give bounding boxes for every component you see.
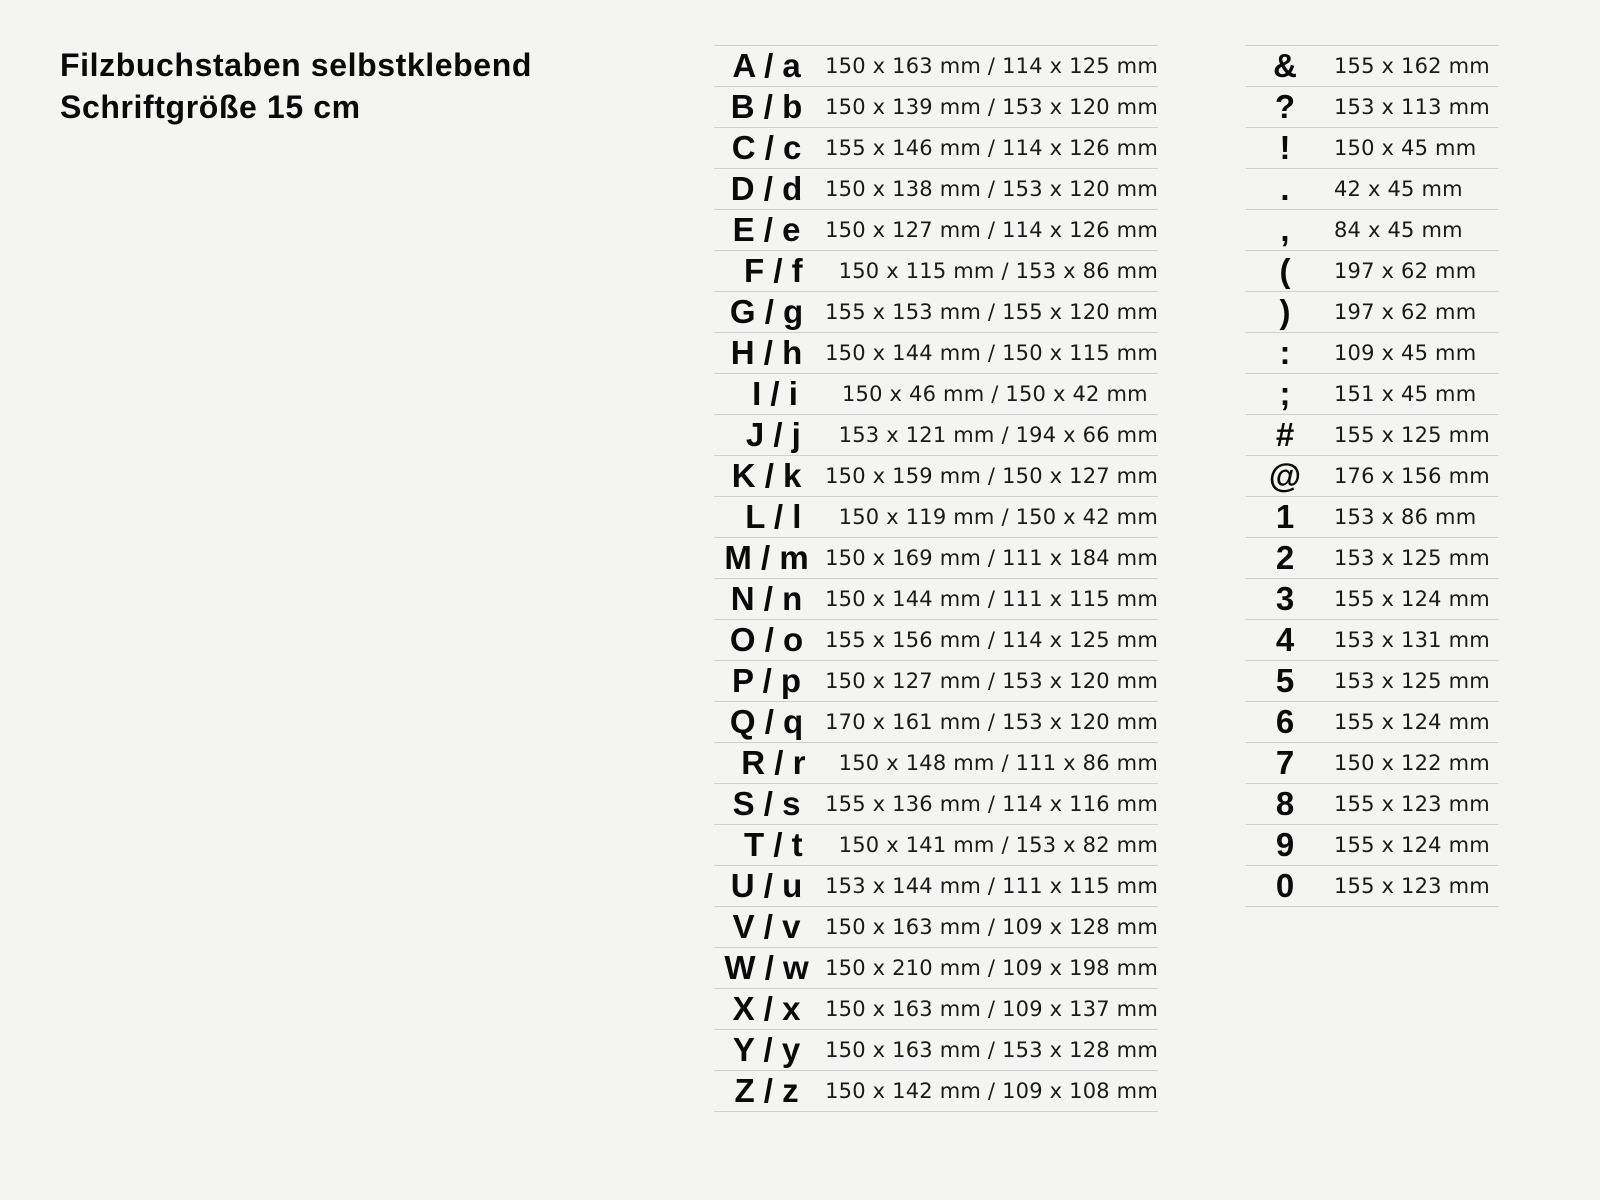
glyph-label: X / x [732, 990, 801, 1027]
dimension-value: 150 x 163 mm / 114 x 125 mm [825, 54, 1158, 78]
table-row [1246, 784, 1498, 825]
glyph-label: I / i [752, 375, 798, 412]
dimension-value: 150 x 122 mm [1334, 751, 1490, 775]
glyph-label: ( [1279, 252, 1291, 289]
table-row [1246, 128, 1498, 169]
glyph-label: 2 [1275, 539, 1295, 576]
table-row [714, 415, 1158, 456]
table-row [1246, 579, 1498, 620]
table-row [1246, 497, 1498, 538]
dimension-value: 150 x 148 mm / 111 x 86 mm [838, 751, 1158, 775]
dimension-value: 153 x 121 mm / 194 x 66 mm [838, 423, 1158, 447]
table-row [714, 702, 1158, 743]
table-row [714, 210, 1158, 251]
dimension-value: 150 x 163 mm / 153 x 128 mm [825, 1038, 1158, 1062]
dimension-value: 150 x 138 mm / 153 x 120 mm [825, 177, 1158, 201]
table-row [1246, 251, 1498, 292]
table-row [1246, 661, 1498, 702]
dimension-value: 155 x 146 mm / 114 x 126 mm [825, 136, 1158, 160]
glyph-label: V / v [732, 908, 801, 945]
glyph-label: Y / y [732, 1031, 801, 1068]
glyph-label: D / d [730, 170, 803, 207]
dimension-value: 153 x 131 mm [1334, 628, 1490, 652]
table-row [714, 374, 1158, 415]
dimension-value: 155 x 125 mm [1334, 423, 1490, 447]
table-row [714, 538, 1158, 579]
dimension-value: 150 x 210 mm / 109 x 198 mm [825, 956, 1158, 980]
glyph-label: Q / q [729, 703, 804, 740]
dimension-value: 155 x 162 mm [1334, 54, 1490, 78]
dimension-value: 155 x 136 mm / 114 x 116 mm [825, 792, 1158, 816]
table-row [714, 661, 1158, 702]
glyph-label: W / w [724, 949, 809, 986]
table-row [714, 456, 1158, 497]
dimension-value: 150 x 127 mm / 114 x 126 mm [825, 218, 1158, 242]
glyph-label: 7 [1275, 744, 1295, 781]
glyph-label: L / l [745, 498, 802, 535]
dimension-value: 155 x 124 mm [1334, 710, 1490, 734]
dimension-value: 155 x 123 mm [1334, 874, 1490, 898]
glyph-label: 3 [1275, 580, 1295, 617]
dimension-value: 155 x 153 mm / 155 x 120 mm [825, 300, 1158, 324]
table-row [714, 784, 1158, 825]
table-row [1246, 702, 1498, 743]
table-row [1246, 620, 1498, 661]
table-row [714, 1030, 1158, 1071]
table-row [1246, 210, 1498, 251]
glyph-label: 6 [1275, 703, 1295, 740]
glyph-label: T / t [744, 826, 803, 863]
glyph-label: E / e [732, 211, 801, 248]
letters-size-table [714, 45, 1158, 1112]
glyph-label: J / j [745, 416, 801, 453]
dimension-value: 150 x 163 mm / 109 x 128 mm [825, 915, 1158, 939]
dimension-value: 153 x 144 mm / 111 x 115 mm [825, 874, 1158, 898]
table-row [1246, 374, 1498, 415]
glyph-label: ? [1274, 88, 1296, 125]
dimension-value: 84 x 45 mm [1334, 218, 1463, 242]
glyph-label: @ [1268, 457, 1302, 494]
table-row [714, 46, 1158, 87]
glyph-label: U / u [730, 867, 803, 904]
glyph-label: S / s [732, 785, 801, 822]
dimension-value: 176 x 156 mm [1334, 464, 1490, 488]
glyph-label: H / h [730, 334, 803, 371]
table-row [714, 743, 1158, 784]
dimension-value: 153 x 113 mm [1334, 95, 1490, 119]
dimension-value: 150 x 127 mm / 153 x 120 mm [825, 669, 1158, 693]
glyph-label: & [1273, 47, 1297, 84]
table-row [1246, 292, 1498, 333]
table-row [1246, 415, 1498, 456]
dimension-value: 150 x 142 mm / 109 x 108 mm [825, 1079, 1158, 1103]
glyph-label: 0 [1275, 867, 1295, 904]
glyph-label: 9 [1275, 826, 1295, 863]
glyph-label: 1 [1275, 498, 1295, 535]
table-row [714, 948, 1158, 989]
table-row [714, 907, 1158, 948]
table-row [714, 251, 1158, 292]
glyph-label: Z / z [734, 1072, 799, 1109]
glyph-label: M / m [724, 539, 809, 576]
table-row [1246, 743, 1498, 784]
glyph-label: ; [1279, 375, 1291, 412]
glyph-label: 5 [1275, 662, 1295, 699]
table-row [714, 128, 1158, 169]
dimension-value: 150 x 139 mm / 153 x 120 mm [825, 95, 1158, 119]
dimension-value: 150 x 45 mm [1334, 136, 1477, 160]
table-row [714, 292, 1158, 333]
glyph-label: # [1275, 416, 1295, 453]
page-title [60, 44, 532, 128]
glyph-label: 4 [1275, 621, 1295, 658]
glyph-label: 8 [1275, 785, 1295, 822]
table-row [714, 825, 1158, 866]
glyph-label: O / o [729, 621, 804, 658]
glyph-label: F / f [744, 252, 803, 289]
glyph-label: ! [1279, 129, 1291, 166]
glyph-label: G / g [729, 293, 804, 330]
glyph-label: C / c [731, 129, 802, 166]
glyph-label: . [1280, 170, 1290, 207]
table-row [714, 579, 1158, 620]
glyph-label: ) [1279, 293, 1291, 330]
glyph-label: : [1279, 334, 1291, 371]
dimension-value: 150 x 141 mm / 153 x 82 mm [838, 833, 1158, 857]
dimension-value: 109 x 45 mm [1334, 341, 1477, 365]
glyph-label: A / a [732, 47, 801, 84]
table-row [714, 866, 1158, 907]
dimension-value: 170 x 161 mm / 153 x 120 mm [825, 710, 1158, 734]
symbols-size-table [1246, 45, 1498, 907]
dimension-value: 155 x 124 mm [1334, 587, 1490, 611]
dimension-value: 150 x 163 mm / 109 x 137 mm [825, 997, 1158, 1021]
dimension-value: 197 x 62 mm [1334, 259, 1477, 283]
table-row [1246, 46, 1498, 87]
table-row [1246, 538, 1498, 579]
table-row [1246, 456, 1498, 497]
dimension-value: 150 x 115 mm / 153 x 86 mm [838, 259, 1158, 283]
glyph-label: , [1280, 211, 1290, 248]
table-row [714, 87, 1158, 128]
table-row [714, 333, 1158, 374]
table-row [714, 989, 1158, 1030]
dimension-value: 153 x 125 mm [1334, 546, 1490, 570]
dimension-value: 151 x 45 mm [1334, 382, 1477, 406]
glyph-label: K / k [731, 457, 802, 494]
title-line-2: Schriftgröße 15 cm [60, 89, 361, 125]
table-row [1246, 87, 1498, 128]
dimension-value: 42 x 45 mm [1334, 177, 1463, 201]
glyph-label: B / b [730, 88, 803, 125]
dimension-value: 153 x 125 mm [1334, 669, 1490, 693]
dimension-value: 150 x 119 mm / 150 x 42 mm [838, 505, 1158, 529]
glyph-label: R / r [741, 744, 806, 781]
table-row [1246, 333, 1498, 374]
table-row [714, 1071, 1158, 1112]
table-row [1246, 169, 1498, 210]
dimension-value: 155 x 156 mm / 114 x 125 mm [825, 628, 1158, 652]
dimension-value: 155 x 123 mm [1334, 792, 1490, 816]
dimension-value: 150 x 144 mm / 150 x 115 mm [825, 341, 1158, 365]
dimension-value: 150 x 169 mm / 111 x 184 mm [825, 546, 1158, 570]
table-row [1246, 825, 1498, 866]
dimension-value: 197 x 62 mm [1334, 300, 1477, 324]
dimension-value: 153 x 86 mm [1334, 505, 1477, 529]
table-row [714, 169, 1158, 210]
title-line-1: Filzbuchstaben selbstklebend [60, 47, 533, 83]
dimension-value: 150 x 46 mm / 150 x 42 mm [842, 382, 1148, 406]
dimension-value: 150 x 144 mm / 111 x 115 mm [825, 587, 1158, 611]
glyph-label: P / p [732, 662, 802, 699]
table-row [1246, 866, 1498, 907]
dimension-value: 150 x 159 mm / 150 x 127 mm [825, 464, 1158, 488]
dimension-value: 155 x 124 mm [1334, 833, 1490, 857]
table-row [714, 620, 1158, 661]
glyph-label: N / n [730, 580, 803, 617]
table-row [714, 497, 1158, 538]
